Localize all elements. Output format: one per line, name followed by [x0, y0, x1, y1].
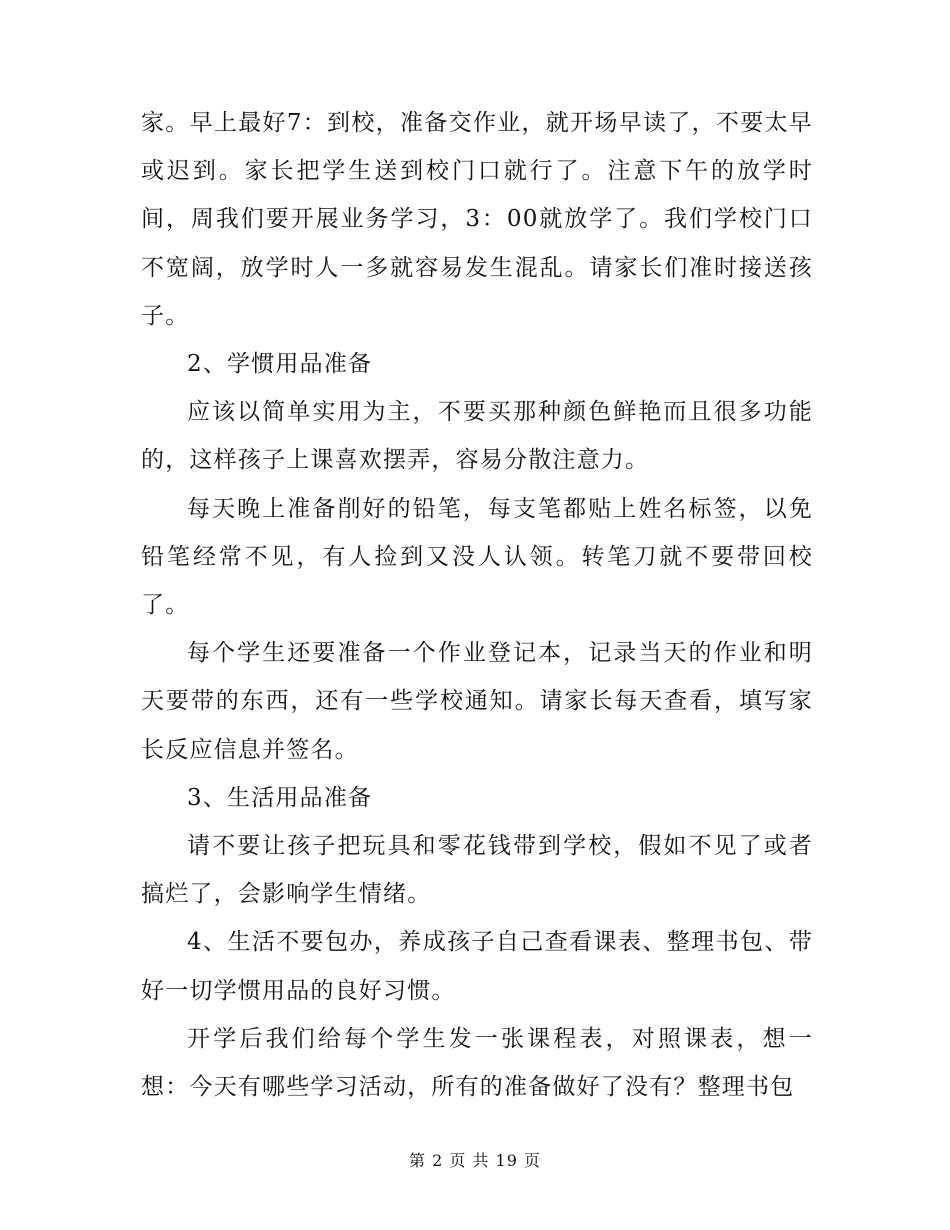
page-number-footer: 第 2 页 共 19 页: [409, 1151, 541, 1170]
paragraph-continuation: 家。早上最好7：到校，准备交作业，就开场早读了，不要太早或迟到。家长把学生送到校门口就行了。注意下午的放学时间，周我们要开展业务学习，3：00就放学了。我们学校门口不宽阔，放学时人一多就容易发生混乱。请家长们准时接送孩子。: [141, 110, 813, 329]
section-heading-independence: 4、生活不要包办，养成孩子自己查看课表、整理书包、带好一切学惯用品的良好习惯。: [141, 929, 813, 1004]
section-heading-daily-items: 3、生活用品准备: [187, 784, 373, 811]
paragraph-pencils: 每天晚上准备削好的铅笔，每支笔都贴上姓名标签，以免铅笔经常不见，有人捡到又没人认领。转笔刀就不要带回校了。: [141, 495, 813, 619]
paragraph-toys-money: 请不要让孩子把玩具和零花钱带到学校，假如不见了或者搞烂了，会影响学生情绪。: [141, 833, 813, 908]
document-body: [141, 99, 813, 1111]
section-heading-supplies: 2、学惯用品准备: [187, 351, 373, 378]
paragraph-homework-notebook: 每个学生还要准备一个作业登记本，记录当天的作业和明天要带的东西，还有一些学校通知。请家长每天查看，填写家长反应信息并签名。: [141, 640, 813, 763]
paragraph-schedule: 开学后我们给每个学生发一张课程表，对照课表，想一想：今天有哪些学习活动，所有的准备做好了没有？整理书包: [141, 1025, 813, 1101]
paragraph-supplies-simple: 应该以简单实用为主，不要买那种颜色鲜艳而且很多功能的，这样孩子上课喜欢摆弄，容易分散注意力。: [141, 399, 813, 474]
